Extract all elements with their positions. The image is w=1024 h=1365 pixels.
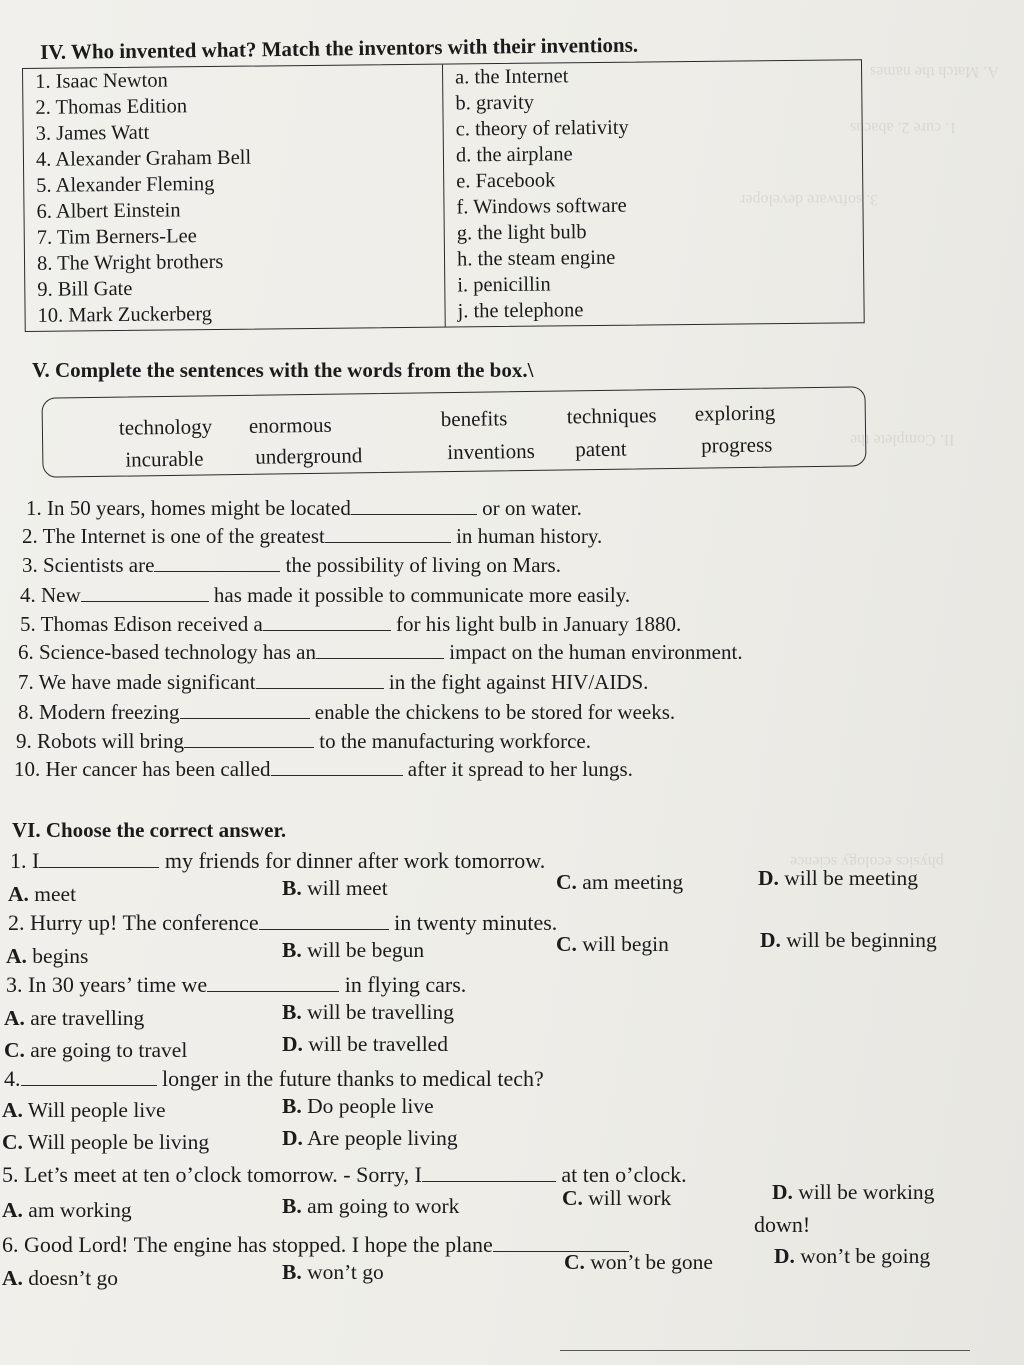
word-box-word: incurable (125, 446, 204, 472)
answer-blank[interactable] (271, 757, 403, 776)
sentence-text-before: Modern freezing (39, 700, 180, 724)
sentence-number: 9. (16, 729, 32, 753)
option-text: will be working (798, 1180, 935, 1204)
inventor-cell: 7. Tim Berners-Lee (36, 225, 197, 249)
section5-heading: V. Complete the sentences with the words from the box.\ (32, 358, 534, 382)
option-letter: B. (282, 1000, 302, 1024)
invention-cell: i. penicillin (457, 273, 551, 297)
sentence-text-after: in human history. (456, 524, 603, 548)
bottom-rule (560, 1350, 970, 1352)
sentence-text-after: to the manufacturing workforce. (319, 729, 591, 753)
bleed-through-text: 1. cure 2. abacus (850, 119, 958, 136)
sentence-item (20, 612, 681, 637)
option-letter: D. (282, 1032, 303, 1056)
option-text: will be travelled (308, 1032, 448, 1056)
inventor-cell: 2. Thomas Edition (35, 95, 188, 119)
sentence-item (18, 640, 743, 665)
answer-blank[interactable] (422, 1163, 556, 1182)
section6-heading: VI. Choose the correct answer. (12, 818, 287, 842)
invention-cell: e. Facebook (456, 169, 556, 193)
sentence-item (16, 729, 591, 754)
option-d[interactable] (760, 928, 937, 953)
sentence-text-before: We have made significant (38, 670, 256, 694)
option-b[interactable] (282, 1000, 454, 1025)
question-text-after: my friends for dinner after work tomorrow. (164, 848, 546, 873)
option-letter: D. (758, 866, 779, 890)
answer-blank[interactable] (81, 583, 209, 602)
word-box-word: enormous (248, 412, 332, 438)
bleed-through-text: 3. software developer (740, 191, 879, 208)
option-letter: B. (282, 876, 302, 900)
sentence-item (20, 583, 630, 608)
answer-blank[interactable] (256, 670, 384, 689)
sentence-item (26, 496, 582, 521)
option-a[interactable] (2, 1198, 132, 1223)
sentence-text-after: in the fight against HIV/AIDS. (388, 670, 649, 694)
word-box-word: exploring (694, 400, 776, 426)
option-b[interactable] (282, 876, 388, 901)
option-letter: D. (760, 928, 781, 952)
question-text-after: down! (754, 1212, 811, 1237)
option-a[interactable] (4, 1006, 144, 1031)
question-text-after: at ten o’clock. (561, 1162, 687, 1187)
sentence-number: 6. (18, 640, 34, 664)
answer-blank[interactable] (21, 1067, 157, 1086)
inventor-cell: 10. Mark Zuckerberg (37, 303, 213, 327)
bleed-through-text: II. Complete the (850, 431, 955, 448)
option-a[interactable] (8, 882, 76, 907)
question-text-before: I (32, 848, 40, 873)
option-text: will be beginning (786, 928, 937, 952)
question-text-after: in twenty minutes. (394, 910, 558, 935)
invention-cell: g. the light bulb (456, 221, 587, 245)
sentence-text-after: or on water. (482, 496, 582, 520)
option-letter: A. (2, 1198, 23, 1222)
option-b[interactable] (282, 1260, 384, 1285)
option-d[interactable] (282, 1126, 458, 1151)
sentence-text-before: Thomas Edison received a (40, 612, 263, 636)
option-letter: A. (6, 944, 27, 968)
sentence-number: 8. (18, 700, 34, 724)
sentence-number: 10. (14, 757, 41, 781)
option-letter: B. (282, 1194, 302, 1218)
option-a[interactable] (6, 944, 88, 969)
answer-blank[interactable] (154, 553, 280, 572)
option-letter: C. (556, 932, 577, 956)
option-text: meet (34, 882, 77, 906)
question-item (10, 848, 545, 874)
option-b[interactable] (282, 1194, 459, 1219)
option-text: will begin (582, 932, 669, 956)
invention-cell: a. the Internet (455, 65, 569, 89)
option-letter: B. (282, 938, 302, 962)
option-b[interactable] (282, 938, 424, 963)
option-text: begins (32, 944, 89, 968)
sentence-text-after: the possibility of living on Mars. (285, 553, 561, 577)
answer-blank[interactable] (207, 973, 339, 992)
word-box-word: techniques (566, 403, 657, 429)
option-c[interactable] (556, 870, 683, 895)
option-c[interactable] (564, 1250, 713, 1275)
option-b[interactable] (282, 1094, 434, 1119)
answer-blank[interactable] (351, 496, 477, 515)
option-text: will be travelling (307, 1000, 454, 1024)
option-letter: A. (2, 1266, 23, 1290)
word-box-word: progress (701, 432, 773, 458)
answer-blank[interactable] (325, 524, 451, 543)
option-letter: C. (562, 1186, 583, 1210)
word-box-word: patent (575, 436, 627, 462)
sentence-text-before: Her cancer has been called (45, 757, 271, 781)
word-box-word: inventions (447, 438, 535, 465)
inventor-cell: 9. Bill Gate (37, 277, 133, 301)
option-text: are travelling (30, 1006, 145, 1030)
invention-cell: f. Windows software (456, 194, 627, 219)
option-text: will meet (307, 876, 388, 900)
word-box-word: technology (118, 414, 213, 440)
inventor-cell: 4. Alexander Graham Bell (35, 146, 252, 171)
sentence-number: 4. (20, 583, 36, 607)
answer-blank[interactable] (39, 849, 159, 868)
inventor-cell: 6. Albert Einstein (36, 199, 181, 223)
question-number: 1. (10, 848, 27, 873)
option-d[interactable] (774, 1244, 930, 1269)
question-item (8, 910, 557, 936)
option-letter: A. (4, 1006, 25, 1030)
bleed-through-text: physics ecology science (790, 853, 944, 870)
option-text: Will people live (27, 1098, 166, 1122)
invention-cell: c. theory of relativity (455, 116, 629, 141)
invention-cell: d. the airplane (455, 143, 573, 167)
question-number: 4. (4, 1066, 21, 1091)
inventor-cell: 3. James Watt (35, 121, 150, 145)
sentence-item (22, 553, 561, 578)
sentence-text-before: The Internet is one of the greatest (42, 524, 325, 548)
option-text: am working (28, 1198, 132, 1222)
option-letter: C. (564, 1250, 585, 1274)
option-text: won’t go (307, 1260, 384, 1284)
option-letter: D. (772, 1180, 793, 1204)
option-d[interactable] (758, 866, 918, 891)
sentence-text-after: has made it possible to communicate more easily. (213, 583, 631, 607)
invention-cell: h. the steam engine (456, 246, 616, 271)
option-text: won’t be going (800, 1244, 931, 1268)
inventions-column (443, 60, 864, 326)
option-c[interactable] (2, 1130, 209, 1155)
sentence-item (22, 524, 602, 549)
sentence-text-before: In 50 years, homes might be located (47, 496, 351, 520)
option-text: Are people living (307, 1126, 458, 1150)
option-letter: A. (2, 1098, 23, 1122)
question-item (4, 1066, 544, 1092)
answer-blank[interactable] (184, 729, 314, 748)
option-c[interactable] (562, 1186, 671, 1211)
option-text: will be begun (307, 938, 425, 962)
invention-cell: b. gravity (455, 91, 535, 115)
inventor-cell: 5. Alexander Fleming (36, 172, 215, 197)
sentence-item (18, 670, 648, 695)
option-text: doesn’t go (28, 1266, 119, 1290)
question-number: 6. (2, 1232, 19, 1257)
option-a[interactable] (2, 1266, 118, 1291)
invention-cell: j. the telephone (457, 299, 584, 323)
sentence-text-before: Robots will bring (37, 729, 185, 753)
option-letter: A. (8, 882, 29, 906)
option-text: won’t be gone (590, 1250, 713, 1274)
question-text-before: Hurry up! The conference (30, 910, 259, 935)
option-letter: D. (774, 1244, 795, 1268)
sentence-text-after: for his light bulb in January 1880. (396, 612, 682, 636)
question-text-before: Good Lord! The engine has stopped. I hope the plane (24, 1232, 493, 1257)
option-d[interactable] (772, 1180, 934, 1205)
option-letter: D. (282, 1126, 303, 1150)
sentence-text-after: enable the chickens to be stored for weeks. (314, 700, 676, 724)
question-text-before: Let’s meet at ten o’clock tomorrow. - Sorry, I (24, 1162, 422, 1187)
inventor-cell: 1. Isaac Newton (35, 69, 168, 93)
question-text-before: In 30 years’ time we (28, 972, 208, 997)
sentence-number: 1. (26, 496, 42, 520)
question-text-after: in flying cars. (344, 972, 467, 997)
inventor-cell: 8. The Wright brothers (36, 250, 224, 275)
option-letter: C. (556, 870, 577, 894)
sentence-number: 3. (22, 553, 38, 577)
word-box (41, 386, 866, 477)
answer-blank[interactable] (259, 911, 389, 930)
sentence-text-after: after it spread to her lungs. (407, 757, 633, 781)
option-text: Do people live (307, 1094, 434, 1118)
sentence-text-before: Scientists are (43, 553, 155, 577)
section4-heading: IV. Who invented what? Match the inventors with their inventions. (40, 32, 639, 64)
question-number: 2. (8, 910, 25, 935)
question-number: 3. (6, 972, 23, 997)
inventors-column (23, 65, 446, 331)
option-text: Will people be living (27, 1130, 210, 1154)
option-text: am going to work (307, 1194, 460, 1218)
matching-table (22, 59, 865, 332)
question-item (2, 1232, 629, 1258)
option-letter: B. (282, 1094, 302, 1118)
question-text-after: longer in the future thanks to medical tech? (162, 1066, 544, 1091)
option-d[interactable] (282, 1032, 448, 1057)
sentence-number: 5. (20, 612, 36, 636)
option-text: am meeting (582, 870, 684, 894)
question-number: 5. (2, 1162, 19, 1187)
answer-blank[interactable] (316, 640, 444, 659)
sentence-text-before: New (41, 583, 81, 607)
word-box-word: benefits (440, 406, 508, 432)
sentence-text-after: impact on the human environment. (449, 640, 743, 664)
word-box-word: underground (255, 443, 363, 469)
option-letter: C. (4, 1038, 25, 1062)
option-text: will work (588, 1186, 672, 1210)
question-item (2, 1162, 687, 1188)
option-c[interactable] (4, 1038, 187, 1063)
sentence-text-before: Science-based technology has an (39, 640, 316, 664)
bleed-through-text: A. Match the names (870, 63, 999, 80)
question-item (6, 972, 466, 998)
option-text: will be meeting (784, 866, 919, 890)
sentence-item (18, 700, 675, 725)
answer-blank[interactable] (263, 612, 391, 631)
sentence-number: 7. (18, 670, 34, 694)
option-text: are going to travel (30, 1038, 188, 1062)
sentence-number: 2. (22, 524, 38, 548)
option-letter: C. (2, 1130, 23, 1154)
answer-blank[interactable] (180, 700, 310, 719)
option-a[interactable] (2, 1098, 166, 1123)
option-letter: B. (282, 1260, 302, 1284)
sentence-item (14, 757, 633, 782)
option-c[interactable] (556, 932, 669, 957)
